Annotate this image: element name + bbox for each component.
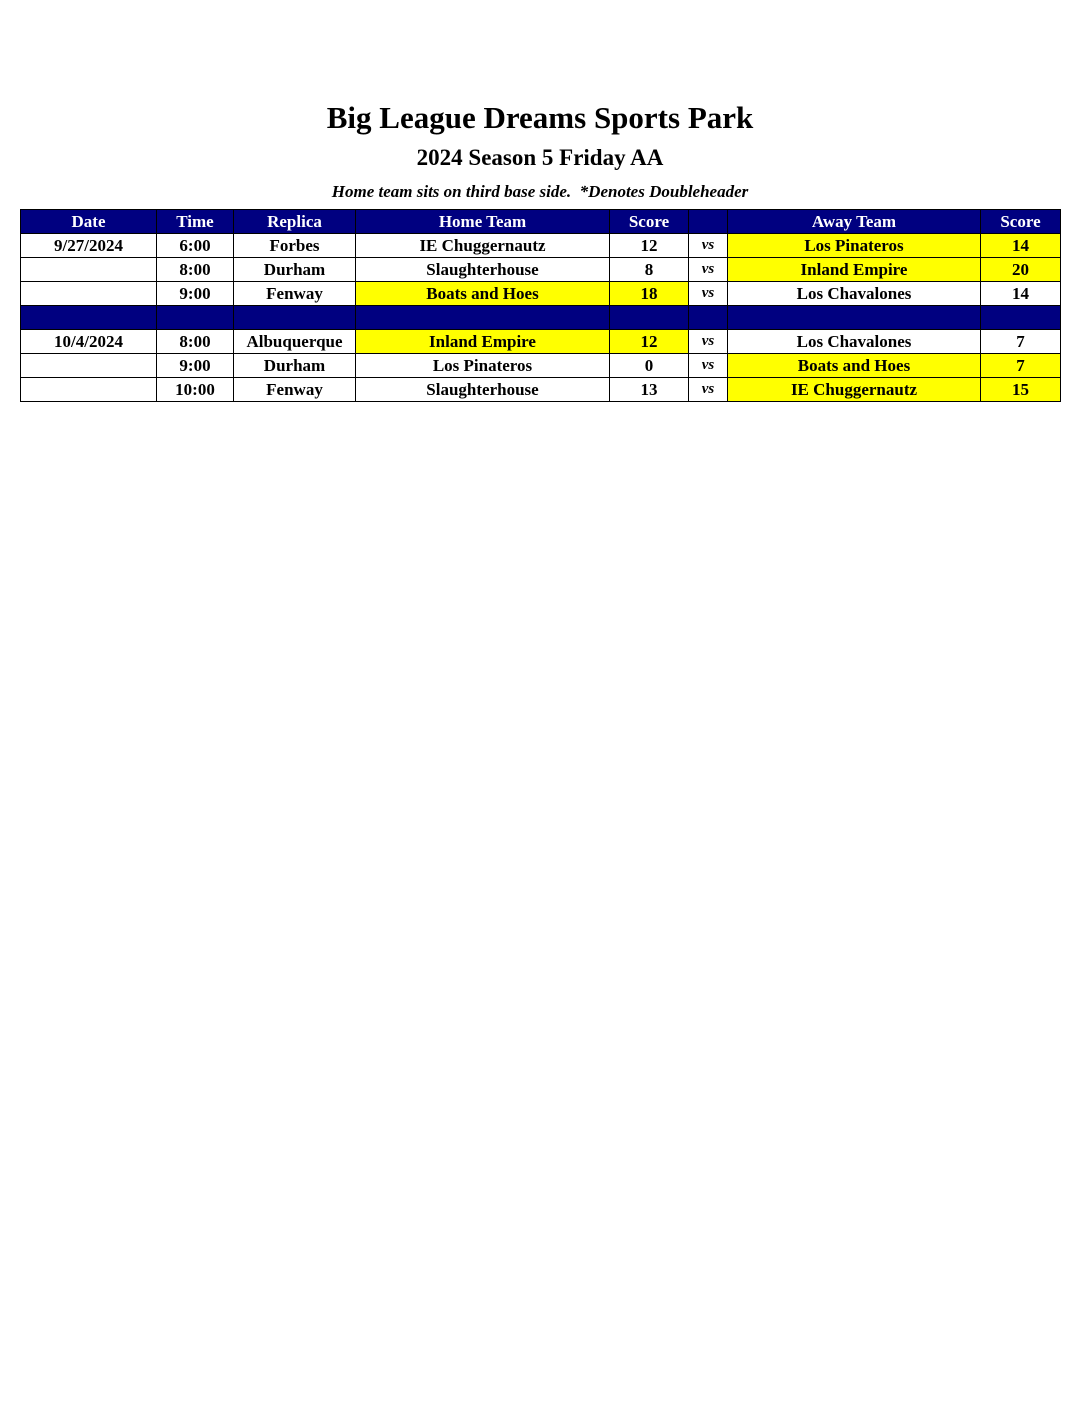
cell-away-score: 7 [981, 354, 1061, 378]
cell-home-score: 12 [610, 330, 689, 354]
cell-away-team: Los Pinateros [728, 234, 981, 258]
cell-date: 9/27/2024 [21, 234, 157, 258]
cell-away-team: IE Chuggernautz [728, 378, 981, 402]
cell-time: 10:00 [157, 378, 234, 402]
cell-home-team: Boats and Hoes [356, 282, 610, 306]
header-date: Date [21, 210, 157, 234]
header-away-score: Score [981, 210, 1061, 234]
cell-away-score: 14 [981, 282, 1061, 306]
cell-home-score: 8 [610, 258, 689, 282]
cell-away-team: Los Chavalones [728, 330, 981, 354]
cell-replica: Albuquerque [234, 330, 356, 354]
cell-replica: Fenway [234, 282, 356, 306]
page-subtitle: 2024 Season 5 Friday AA [416, 145, 664, 170]
cell-date [21, 354, 157, 378]
header-home-team: Home Team [356, 210, 610, 234]
header-replica: Replica [234, 210, 356, 234]
cell-date [21, 378, 157, 402]
cell-replica: Durham [234, 354, 356, 378]
cell-home-score: 0 [610, 354, 689, 378]
cell-vs: vs [689, 258, 728, 282]
cell-away-score: 15 [981, 378, 1061, 402]
cell-time: 9:00 [157, 282, 234, 306]
cell-away-score: 14 [981, 234, 1061, 258]
cell-home-score: 13 [610, 378, 689, 402]
cell-home-score: 18 [610, 282, 689, 306]
cell-home-team: Slaughterhouse [356, 258, 610, 282]
cell-vs: vs [689, 282, 728, 306]
cell-away-team: Los Chavalones [728, 282, 981, 306]
cell-date [21, 282, 157, 306]
header-away-team: Away Team [728, 210, 981, 234]
page-title: Big League Dreams Sports Park [326, 100, 754, 135]
table-row [21, 330, 1061, 354]
cell-vs: vs [689, 354, 728, 378]
header-home-score: Score [610, 210, 689, 234]
cell-replica: Durham [234, 258, 356, 282]
cell-home-team: Inland Empire [356, 330, 610, 354]
cell-time: 6:00 [157, 234, 234, 258]
cell-home-team: IE Chuggernautz [356, 234, 610, 258]
table-row [21, 258, 1061, 282]
cell-date [21, 258, 157, 282]
cell-home-team: Slaughterhouse [356, 378, 610, 402]
header-time: Time [157, 210, 234, 234]
cell-replica: Forbes [234, 234, 356, 258]
cell-vs: vs [689, 378, 728, 402]
cell-away-score: 20 [981, 258, 1061, 282]
table-header-row [21, 210, 1061, 234]
cell-home-team: Los Pinateros [356, 354, 610, 378]
cell-away-score: 7 [981, 330, 1061, 354]
cell-date: 10/4/2024 [21, 330, 157, 354]
cell-home-score: 12 [610, 234, 689, 258]
cell-replica: Fenway [234, 378, 356, 402]
header-vs [689, 210, 728, 234]
cell-away-team: Boats and Hoes [728, 354, 981, 378]
table-row [21, 234, 1061, 258]
cell-away-team: Inland Empire [728, 258, 981, 282]
table-row [21, 354, 1061, 378]
table-row [21, 378, 1061, 402]
table-row [21, 282, 1061, 306]
cell-vs: vs [689, 330, 728, 354]
cell-time: 9:00 [157, 354, 234, 378]
cell-time: 8:00 [157, 330, 234, 354]
schedule-table [20, 209, 1061, 402]
week-separator-row [21, 306, 1061, 330]
cell-vs: vs [689, 234, 728, 258]
schedule-note: Home team sits on third base side. *Denotes Doubleheader [331, 182, 749, 201]
cell-time: 8:00 [157, 258, 234, 282]
